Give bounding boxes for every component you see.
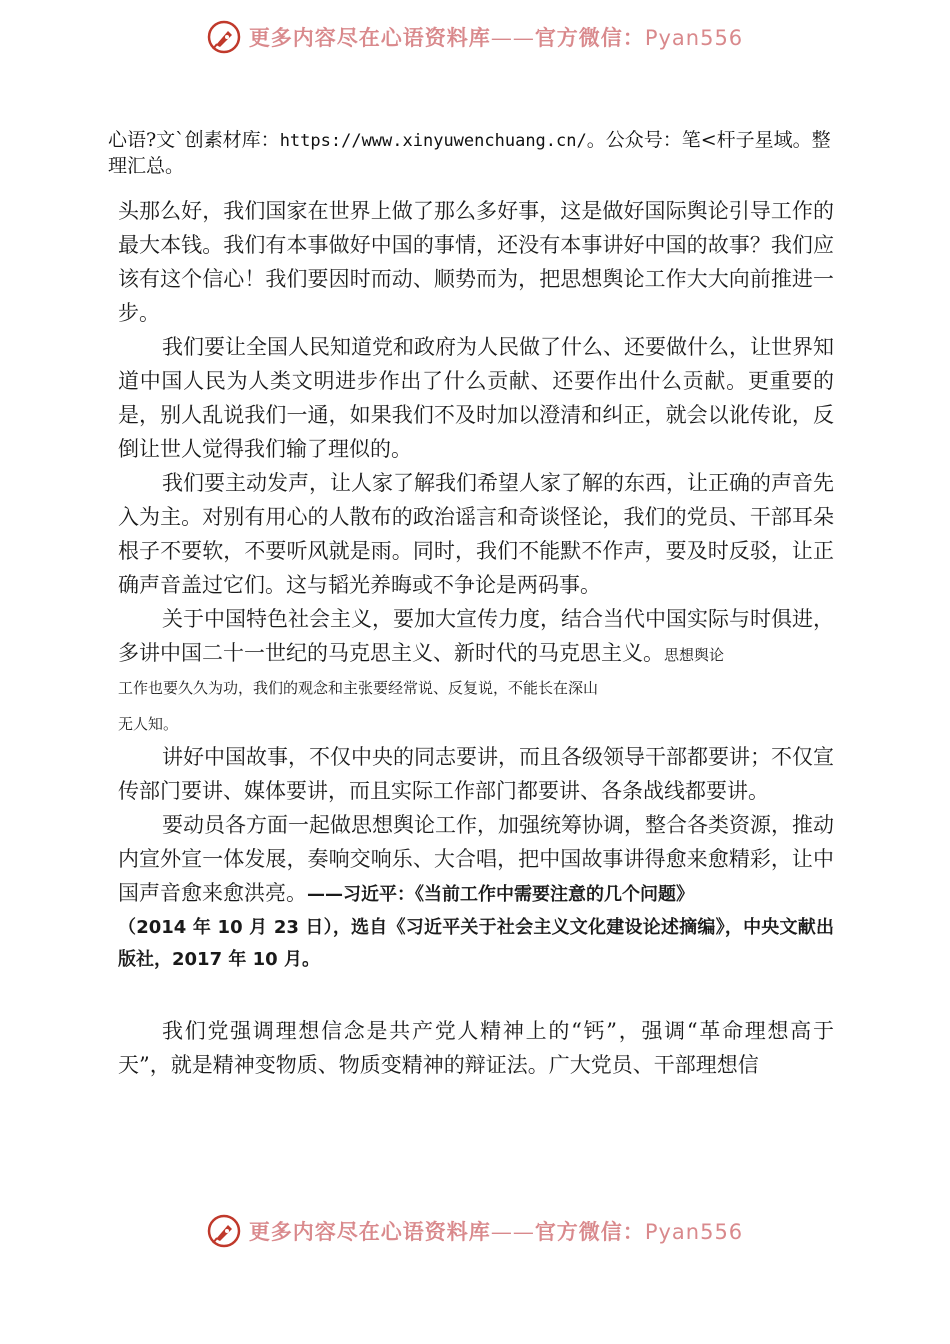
footer-banner <box>0 1206 950 1256</box>
pen-nib-logo-icon <box>207 1214 241 1248</box>
pen-nib-logo-icon <box>207 20 241 54</box>
wechat-id: Pyan556 <box>644 1220 744 1244</box>
paragraph-6: 要动员各方面一起做思想舆论工作，加强统筹协调，整合各类资源，推动内宣外宣一体发展，奏响交响乐、大合唱，把中国故事讲得愈来愈精彩，让中国声音愈来愈洪亮。——习近平：《当前工作中需要注意的几个问题》 <box>118 813 834 905</box>
paragraph-4-end: 无人知。 <box>118 715 179 733</box>
header-banner <box>0 12 950 62</box>
paragraph-4-continued: 工作也要久久为功，我们的观念和主张要经常说、反复说，不能长在深山 <box>118 679 599 697</box>
paragraph-2: 我们要让全国人民知道党和政府为人民做了什么、还要做什么，让世界知道中国人民为人类文明进步作出了什么贡献、还要作出什么贡献。更重要的是，别人乱说我们一通，如果我们不及时加以澄清和纠正，就会以讹传讹，反倒让世人觉得我们输了理似的。 <box>118 335 834 461</box>
wechat-id: Pyan556 <box>644 26 744 50</box>
document-body <box>118 194 834 1082</box>
paragraph-3: 我们要主动发声，让人家了解我们希望人家了解的东西，让正确的声音先入为主。对别有用心的人散布的政治谣言和奇谈怪论，我们的党员、干部耳朵根子不要软，不要听风就是雨。同时，我们不能默不作声，要及时反驳，让正确声音盖过它们。这与韬光养晦或不争论是两码事。 <box>118 471 834 597</box>
paragraph-1: 头那么好，我们国家在世界上做了那么多好事，这是做好国际舆论引导工作的最大本钱。我们有本事做好中国的事情，还没有本事讲好中国的故事？我们应该有这个信心！我们要因时而动、顺势而为，把思想舆论工作大大向前推进一步。 <box>118 199 834 325</box>
footer-banner-text: 更多内容尽在心语资料库——官方微信：Pyan556 <box>248 1219 744 1244</box>
citation-title: ——习近平：《当前工作中需要注意的几个问题》 <box>307 884 694 905</box>
header-banner-text: 更多内容尽在心语资料库——官方微信：Pyan556 <box>248 25 744 50</box>
citation-source: （2014 年 10 月 23 日），选自《习近平关于社会主义文化建设论述摘编》，中央文献出版社，2017 年 10 月。 <box>118 917 834 970</box>
paragraph-5: 讲好中国故事，不仅中央的同志要讲，而且各级领导干部都要讲；不仅宣传部门要讲、媒体要讲，而且实际工作部门都要讲、各条战线都要讲。 <box>118 745 834 803</box>
source-url: https://www.xinyuwenchuang.cn/ <box>279 131 587 151</box>
paragraph-4: 关于中国特色社会主义，要加大宣传力度，结合当代中国实际与时俱进，多讲中国二十一世纪的马克思主义、新时代的马克思主义。思想舆论 <box>118 607 834 665</box>
source-note: 心语?文`创素材库：https://www.xinyuwenchuang.cn/。公众号：笔<杆子星域。整理汇总。 <box>108 129 831 177</box>
paragraph-7: 我们党强调理想信念是共产党人精神上的“钙”，强调“革命理想高于天”，就是精神变物质、物质变精神的辩证法。广大党员、干部理想信 <box>118 1019 834 1077</box>
